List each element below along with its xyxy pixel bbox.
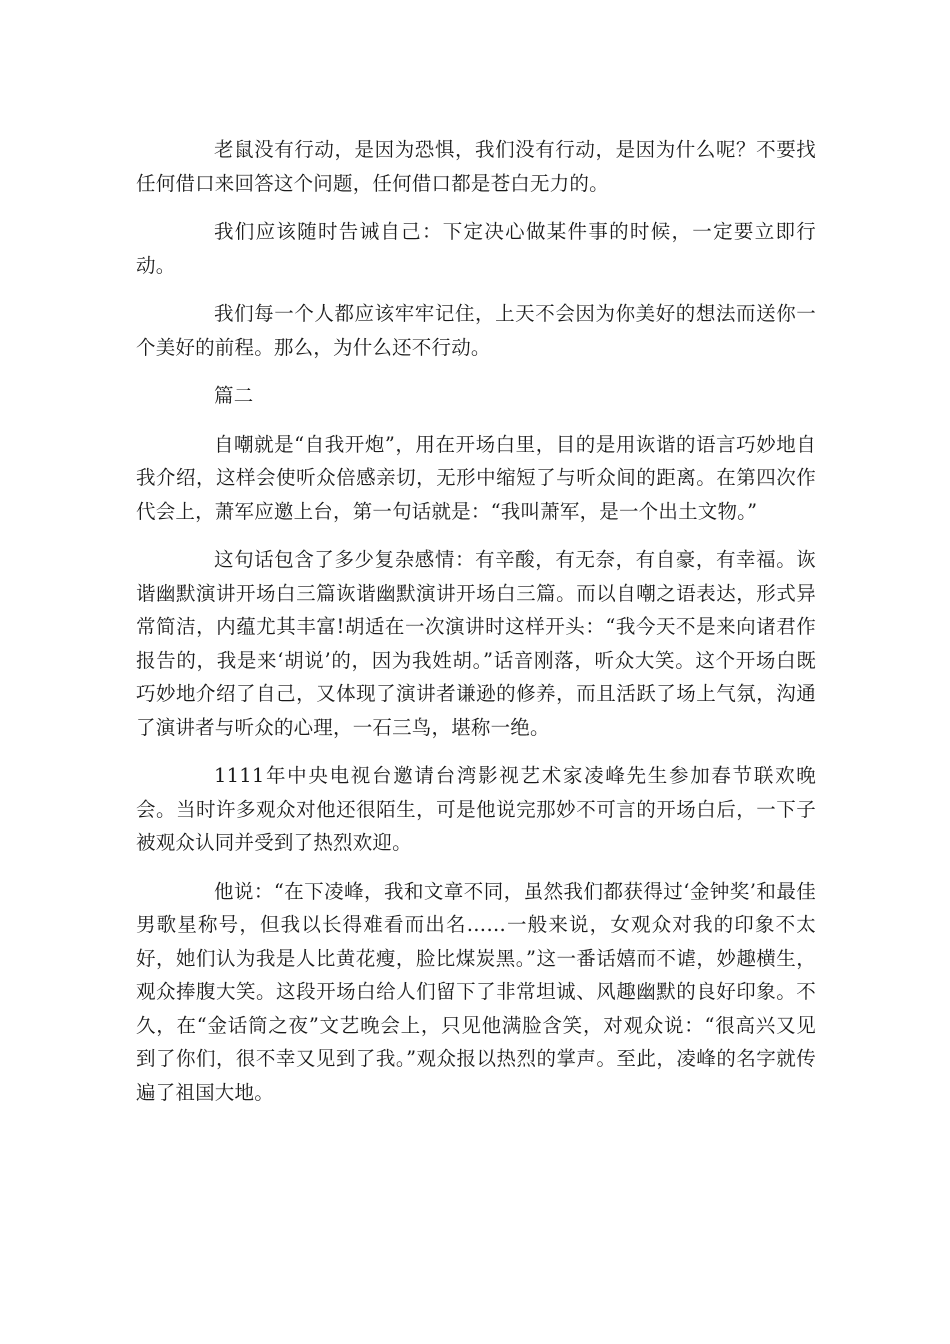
section-heading: 篇二 bbox=[214, 384, 254, 407]
paragraph: 自嘲就是“自我开炮”，用在开场白里，目的是用诙谐的语言巧妙地自我介绍，这样会使听众倍感亲切，无形中缩短了与听众间的距离。在第四次作代会上，萧军应邀上台，第一句话就是：“我叫萧军，是一个出土文物。” bbox=[136, 432, 816, 523]
document-body bbox=[136, 133, 816, 1124]
paragraph: 他说：“在下凌峰，我和文章不同，虽然我们都获得过‘金钟奖’和最佳男歌星称号，但我以长得难看而出名……一般来说，女观众对我的印象不太好，她们认为我是人比黄花瘦，脸比煤炭黑。”这一番话嬉而不谑，妙趣横生，观众捧腹大笑。这段开场白给人们留下了非常坦诚、风趣幽默的良好印象。不久，在“金话筒之夜”文艺晚会上，只见他满脸含笑，对观众说：“很高兴又见到了你们，很不幸又见到了我。”观众报以热烈的掌声。至此，凌峰的名字就传遍了祖国大地。 bbox=[136, 879, 816, 1104]
paragraph: 我们每一个人都应该牢牢记住，上天不会因为你美好的想法而送你一个美好的前程。那么，为什么还不行动。 bbox=[136, 302, 816, 359]
paragraph: 这句话包含了多少复杂感情：有辛酸，有无奈，有自豪，有幸福。诙谐幽默演讲开场白三篇诙谐幽默演讲开场白三篇。而以自嘲之语表达，形式异常简洁，内蕴尤其丰富!胡适在一次演讲时这样开头：“我今天不是来向诸君作报告的，我是来‘胡说’的，因为我姓胡。”话音刚落，听众大笑。这个开场白既巧妙地介绍了自己，又体现了演讲者谦逊的修养，而且活跃了场上气氛，沟通了演讲者与听众的心理，一石三鸟，堪称一绝。 bbox=[136, 548, 816, 739]
paragraph: 老鼠没有行动，是因为恐惧，我们没有行动，是因为什么呢？不要找任何借口来回答这个问题，任何借口都是苍白无力的。 bbox=[136, 138, 816, 195]
paragraph: 我们应该随时告诫自己：下定决心做某件事的时候，一定要立即行动。 bbox=[136, 220, 816, 277]
paragraph: 1111年中央电视台邀请台湾影视艺术家凌峰先生参加春节联欢晚会。当时许多观众对他还很陌生，可是他说完那妙不可言的开场白后，一下子被观众认同并受到了热烈欢迎。 bbox=[136, 764, 816, 854]
